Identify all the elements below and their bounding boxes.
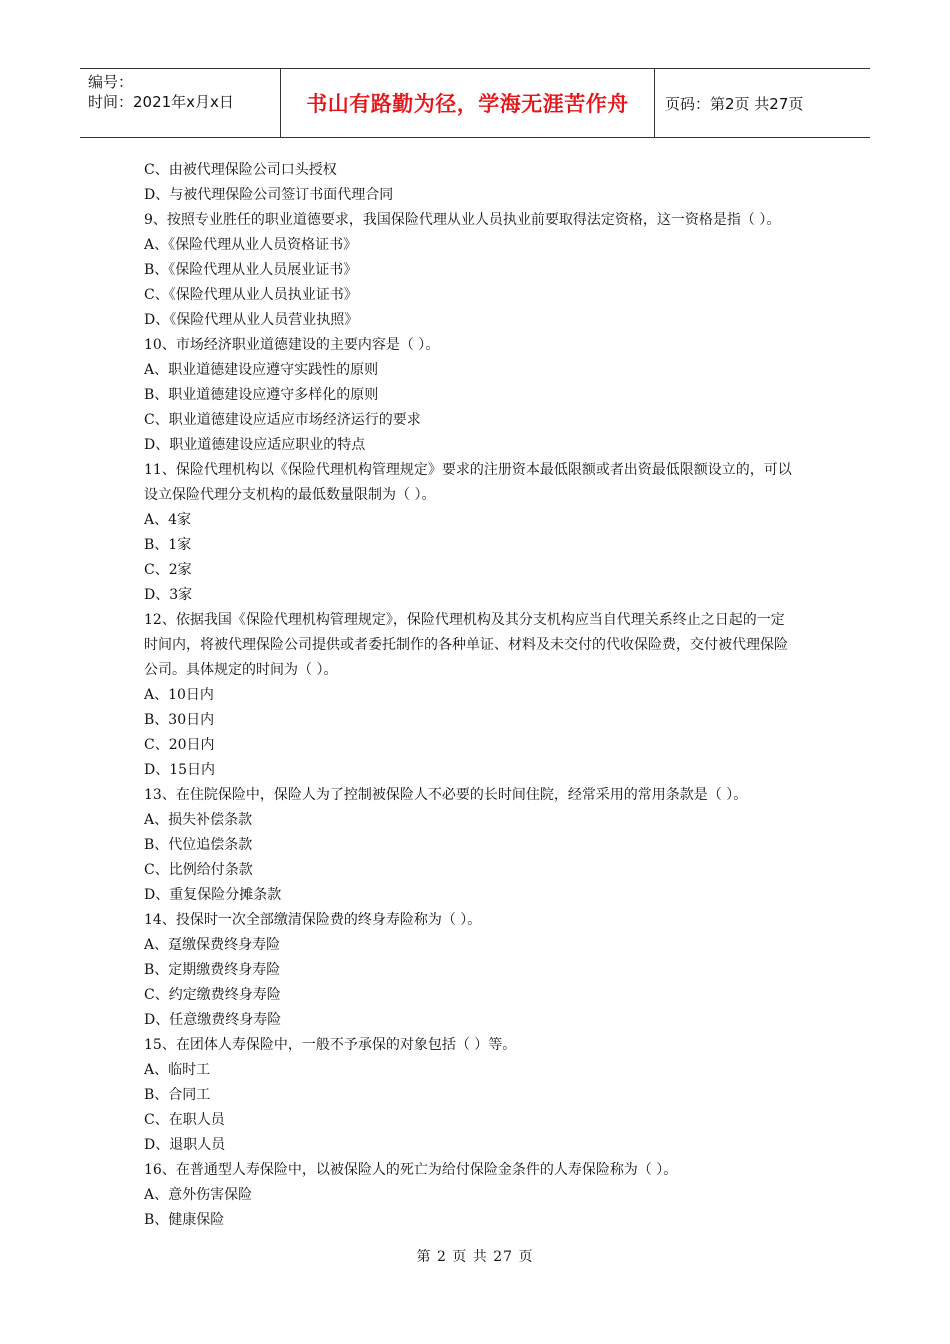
answer-option: A、临时工 bbox=[144, 1062, 211, 1078]
answer-option: B、30日内 bbox=[144, 712, 215, 728]
answer-option: B、职业道德建设应遵守多样化的原则 bbox=[144, 387, 379, 403]
question-text: 14、投保时一次全部缴清保险费的终身寿险称为（ ）。 bbox=[144, 912, 482, 928]
answer-option: B、合同工 bbox=[144, 1087, 211, 1103]
question-text: 13、在住院保险中，保险人为了控制被保险人不必要的长时间住院，经常采用的常用条款是（ ）。 bbox=[144, 787, 748, 803]
answer-option: A、10日内 bbox=[144, 687, 214, 703]
answer-option: C、职业道德建设应适应市场经济运行的要求 bbox=[144, 412, 421, 428]
document-body bbox=[144, 158, 812, 1233]
answer-option: C、20日内 bbox=[144, 737, 215, 753]
answer-option: D、职业道德建设应适应职业的特点 bbox=[144, 437, 366, 453]
answer-option: C、《保险代理从业人员执业证书》 bbox=[144, 287, 358, 303]
question-text: 公司。具体规定的时间为（ ）。 bbox=[144, 662, 338, 678]
question-text: 10、市场经济职业道德建设的主要内容是（ ）。 bbox=[144, 337, 440, 353]
answer-option: A、损失补偿条款 bbox=[144, 812, 253, 828]
answer-option: B、1家 bbox=[144, 537, 192, 553]
question-text: 9、按照专业胜任的职业道德要求，我国保险代理从业人员执业前要取得法定资格，这一资格是指（ ）。 bbox=[144, 212, 781, 228]
answer-option: C、约定缴费终身寿险 bbox=[144, 987, 281, 1003]
question-text: 15、在团体人寿保险中，一般不予承保的对象包括（ ）等。 bbox=[144, 1037, 517, 1053]
question-text: 设立保险代理分支机构的最低数量限制为（ ）。 bbox=[144, 487, 436, 503]
answer-option: B、健康保险 bbox=[144, 1212, 225, 1228]
answer-option: D、退职人员 bbox=[144, 1137, 226, 1153]
page-header bbox=[80, 68, 870, 138]
answer-option: A、趸缴保费终身寿险 bbox=[144, 937, 281, 953]
answer-option: A、职业道德建设应遵守实践性的原则 bbox=[144, 362, 379, 378]
answer-option: A、4家 bbox=[144, 512, 192, 528]
header-meta bbox=[80, 69, 281, 137]
answer-option: B、《保险代理从业人员展业证书》 bbox=[144, 262, 358, 278]
header-motto-cell bbox=[281, 69, 655, 137]
time-label: 时间：2021年x月x日 bbox=[88, 93, 234, 111]
page-footer: 第 2 页 共 27 页 bbox=[416, 1249, 534, 1265]
answer-option: A、意外伤害保险 bbox=[144, 1187, 253, 1203]
question-text: 11、保险代理机构以《保险代理机构管理规定》要求的注册资本最低限额或者出资最低限额设立的，可以 bbox=[144, 462, 792, 478]
answer-option: D、重复保险分摊条款 bbox=[144, 887, 282, 903]
question-text: 12、依据我国《保险代理机构管理规定》，保险代理机构及其分支机构应当自代理关系终止之日起的一定 bbox=[144, 612, 785, 628]
answer-option: C、在职人员 bbox=[144, 1112, 225, 1128]
answer-option: D、3家 bbox=[144, 587, 193, 603]
answer-option: A、《保险代理从业人员资格证书》 bbox=[144, 237, 358, 253]
answer-option: D、与被代理保险公司签订书面代理合同 bbox=[144, 187, 394, 203]
number-label: 编号： bbox=[88, 73, 134, 91]
answer-option: D、15日内 bbox=[144, 762, 216, 778]
header-page-info: 页码：第2页 共27页 bbox=[665, 94, 804, 113]
answer-option: C、比例给付条款 bbox=[144, 862, 253, 878]
header-page-cell bbox=[655, 69, 870, 137]
header-motto: 书山有路勤为径，学海无涯苦作舟 bbox=[306, 92, 629, 116]
answer-option: D、《保险代理从业人员营业执照》 bbox=[144, 312, 359, 328]
answer-option: B、代位追偿条款 bbox=[144, 837, 253, 853]
answer-option: D、任意缴费终身寿险 bbox=[144, 1012, 282, 1028]
answer-option: B、定期缴费终身寿险 bbox=[144, 962, 281, 978]
question-text: 16、在普通型人寿保险中，以被保险人的死亡为给付保险金条件的人寿保险称为（ ）。 bbox=[144, 1162, 678, 1178]
answer-option: C、由被代理保险公司口头授权 bbox=[144, 162, 337, 178]
answer-option: C、2家 bbox=[144, 562, 192, 578]
question-text: 时间内，将被代理保险公司提供或者委托制作的各种单证、材料及未交付的代收保险费，交付被代理保险 bbox=[144, 637, 788, 653]
